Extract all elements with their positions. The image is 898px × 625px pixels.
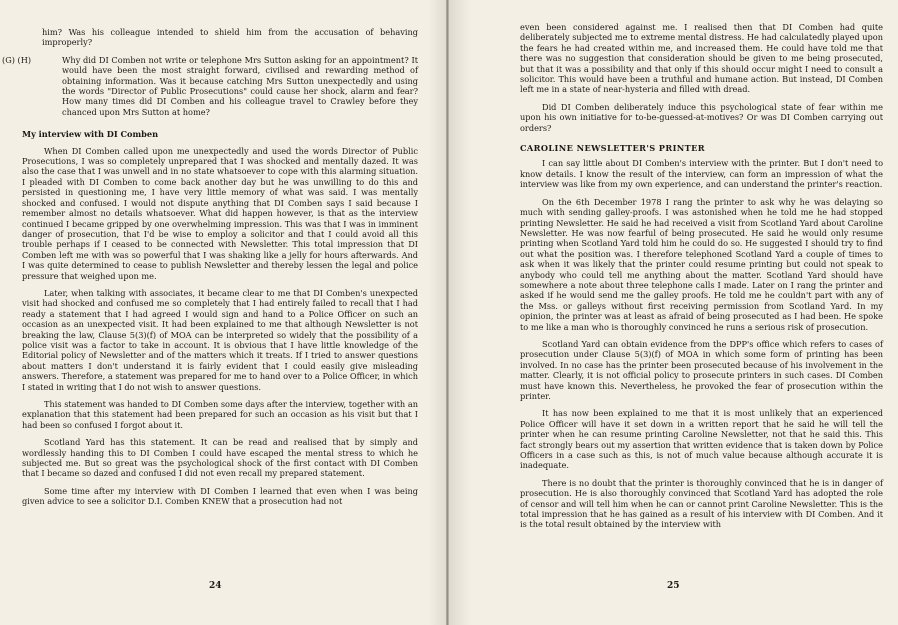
continuation-text: him? Was his colleague intended to shield him from the accusation of behaving improperly? (42, 27, 418, 48)
question-text: Did DI Comben deliberately induce this psychological state of fear within me upon his own initiative for to-be-guessed-at-motives? Or was DI Comben carrying out orders? (520, 101, 883, 133)
left-page-text (2, 27, 418, 507)
question-tag: (G) (H) (2, 54, 32, 65)
paragraph: I can say little about DI Comben's interview with the printer. But I don't need to know details. I know the result of the interview, can form an impression of what the interview was like from my own experience, and can understand the printer's reaction. (520, 158, 883, 190)
left-page (0, 0, 446, 625)
section-heading: CAROLINE NEWSLETTER'S PRINTER (520, 143, 706, 154)
paragraph: Scotland Yard can obtain evidence from the DPP's office which refers to cases of prosecution under Clause 5(3)(f) of MOA in which some form of printing has been involved. In no case has the printer been prosecuted because of his involvement in the matter. Clearly, it is not official policy to prosecute printers in such cases. DI Comben must have known this. Nevertheless, he provoked the fear of prosecution within the printer. (520, 338, 883, 401)
paragraph: When DI Comben called upon me unexpectedly and used the words Director of Public Prosecutions, I was so completely unprepared that I was shocked and mentally dazed. It was also the case that I was unwell and in no state whatsoever to cope with this alarming situation. I pleaded with DI Comben to come back another day but he was unwilling to do this and persisted in questioning me, I have very little memory of what was said. I was mentally shocked and confused. I would not dispute anything that DI Comben says I said because I remember almost no details whatsoever. What did happen however, is that as the interview continued I became gripped by one overwhelming impression. This was that I was in imminent danger of prosecution, that I'd be wise to employ a solicitor and that I could avoid all this trouble perhaps if I ceased to be connected with Newsletter. This total impression that DI Comben left me with was so powerful that I was shaking like a jelly for hours afterwards. And I was quite determined to cease to publish Newsletter and thereby lessen the legal and police pressure that weighed upon me. (22, 145, 418, 281)
right-page (449, 0, 898, 625)
right-page-text (520, 22, 883, 530)
paragraph: This statement was handed to DI Comben some days after the interview, together with an explanation that this statement had been prepared for such an occasion as his visit but that I had been so confused I forgot about it. (22, 399, 418, 430)
continuation-text: even been considered against me. I realised then that DI Comben had quite deliberately subjected me to extreme mental distress. He had calculatedly played upon the fears he had created within me, and increased them. He could have told me that there was no suggestion that consideration should be given to me being prosecuted, but that it was a possibility and that only if this should occur might I need to consult a solicitor. This would have been a truthful and humane action. But instead, DI Comben left me in a state of near-hysteria and filled with dread. (520, 22, 883, 95)
paragraph: Some time after my interview with DI Comben I learned that even when I was being given advice to see a solicitor D.I. Comben KNEW that a prosecution had not (22, 485, 418, 507)
question-text: Why did DI Comben not write or telephone Mrs Sutton asking for an appointment? It would have been the most straight forward, civilised and rewarding method of obtaining information. Was it because catching Mrs Sutton unexpectedly and using the words "Director of Public Prosecutions" could cause her shock, alarm and fear? How many times did DI Comben and his colleague travel to Crawley before they chanced upon Mrs Sutton at home? (62, 54, 418, 117)
left-page-shadow (428, 0, 446, 625)
paragraph: There is no doubt that the printer is thoroughly convinced that he is in danger of prosecution. He is also thoroughly convinced that Scotland Yard has adopted the role of censor and will tell him when he can or cannot print Caroline Newsletter. This is the total impression that he has gained as a result of his interview with DI Comben. And it is the total result obtained by the interview with (520, 477, 883, 530)
page-number: 25 (667, 581, 680, 591)
page-number: 24 (209, 581, 222, 591)
paragraph: It has now been explained to me that it is most unlikely that an experienced Police Officer will have it set down in a written report that he said he will tell the printer when he can resume printing Caroline Newsletter, not that he said this. This fact strongly bears out my assertion that written evidence that is taken down by Police Officers in a case such as this, is not of much value because although accurate it is inadequate. (520, 408, 883, 471)
paragraph: Later, when talking with associates, it became clear to me that DI Comben's unexpected visit had shocked and confused me so completely that I had entirely failed to recall that I had ready a statement that I had agreed I would sign and hand to a Police Officer on such an occasion as an unexpected visit. It had been explained to me that although Newsletter is not breaking the law, Clause 5(3)(f) of MOA can be interpreted so widely that the possibility of a police visit was a factor to take in account. It is obvious that I have little knowledge of the Editorial policy of Newsletter and of the matters which it treats. If I tried to answer questions about matters I don't understand it is fairly evident that I could easily give misleading answers. Therefore, a statement was prepared for me to hand over to a Police Officer, in which I stated in writing that I do not wish to answer questions. (22, 287, 418, 392)
section-heading: My interview with DI Comben (22, 129, 159, 140)
paragraph: On the 6th December 1978 I rang the printer to ask why he was delaying so much with sending galley-proofs. I was astonished when he told me he had stopped printing Newsletter. He said he had received a visit from Scotland Yard about Caroline Newsletter. He was now fearful of being prosecuted. He said he would only resume printing when Scotland Yard told him he could do so. He suggested I should try to find out what the position was. I therefore telephoned Scotland Yard a couple of times to ask when it was likely that the printer could resume printing but could not speak to anybody who could tell me anything about the matter. Scotland Yard should have somewhere a note about three telephone calls I made. Later on I rang the printer and asked if he would send me the galley proofs. He told me he couldn't part with any of the Mss. or galleys without first receiving permission from Scotland Yard. In my opinion, the printer was at least as afraid of being prosecuted as I had been. He spoke to me like a man who is thoroughly convinced he runs a serious risk of prosecution. (520, 196, 883, 332)
right-page-shadow (449, 0, 471, 625)
paragraph: Scotland Yard has this statement. It can be read and realised that by simply and wordlessly handing this to DI Comben I could have escaped the mental stress to which he subjected me. But so great was the psychological shock of the first contact with DI Comben that I became so dazed and confused I did not even recall my prepared statement. (22, 437, 418, 479)
question-g-h (2, 54, 418, 117)
